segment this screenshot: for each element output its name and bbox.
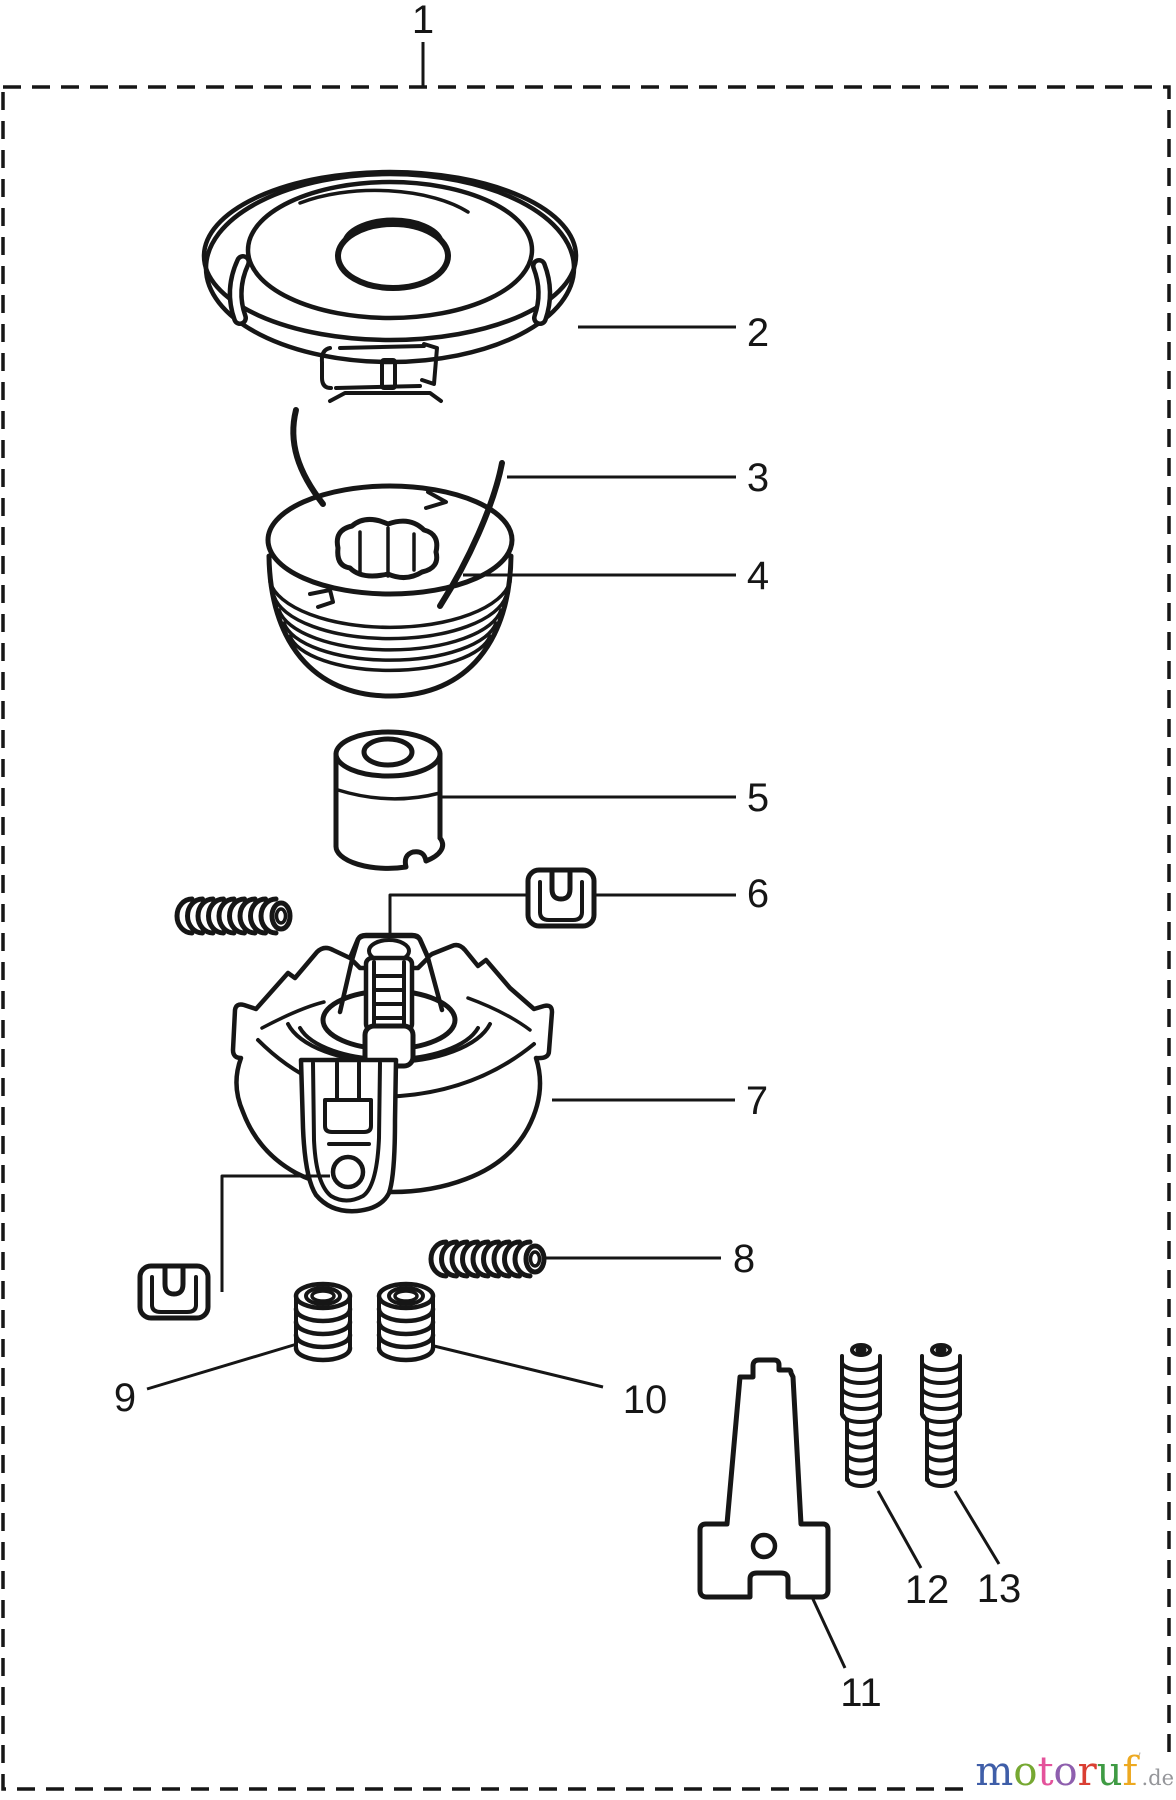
part-7-housing-drawing bbox=[233, 935, 552, 1211]
callout-8-label: 8 bbox=[732, 1237, 756, 1281]
callout-10-label: 10 bbox=[622, 1378, 668, 1422]
watermark-letter: o bbox=[1053, 1749, 1078, 1795]
callout-11-label: 11 bbox=[840, 1671, 882, 1715]
watermark-letter: r bbox=[1077, 1749, 1097, 1795]
watermark-letter: f bbox=[1122, 1749, 1138, 1795]
part-6-clip-drawing bbox=[528, 870, 594, 926]
callout-11-leader bbox=[812, 1597, 845, 1668]
watermark-letter: t bbox=[1037, 1749, 1054, 1795]
part-9-insert-drawing bbox=[296, 1284, 350, 1360]
watermark-suffix: .de bbox=[1141, 1766, 1174, 1790]
callout-13-leader bbox=[955, 1491, 999, 1564]
callout-3-label: 3 bbox=[746, 456, 770, 500]
callout-2-label: 2 bbox=[746, 311, 770, 355]
clip-lower-drawing bbox=[140, 1266, 208, 1318]
callout-12-leader bbox=[878, 1491, 921, 1568]
callout-12-label: 12 bbox=[904, 1568, 950, 1612]
part-10-insert-drawing bbox=[379, 1284, 433, 1360]
motoruf-watermark bbox=[969, 1749, 1174, 1795]
spring-upper-drawing bbox=[177, 899, 290, 933]
watermark-letter: u bbox=[1096, 1749, 1123, 1795]
callout-9-label: 9 bbox=[113, 1376, 137, 1420]
callout-4-label: 4 bbox=[746, 554, 770, 598]
part-4-spool-drawing bbox=[268, 486, 512, 696]
callout-1-label: 1 bbox=[411, 0, 435, 42]
part-12-stud-drawing bbox=[842, 1345, 880, 1486]
watermark-mark: ’ bbox=[1137, 1751, 1142, 1766]
callout-6-label: 6 bbox=[746, 872, 770, 916]
callout-5-label: 5 bbox=[746, 776, 770, 820]
callout-9-leader bbox=[147, 1344, 297, 1389]
callout-13-label: 13 bbox=[976, 1567, 1022, 1611]
part-5-bushing-drawing bbox=[336, 732, 443, 868]
watermark-letter: o bbox=[1013, 1749, 1038, 1795]
part-11-tool-drawing bbox=[700, 1360, 828, 1597]
part-2-cover-drawing bbox=[204, 172, 576, 401]
watermark-letter: m bbox=[975, 1749, 1014, 1795]
callout-10-leader bbox=[434, 1346, 603, 1387]
part-13-stud-drawing bbox=[922, 1345, 960, 1486]
part-8-spring-drawing bbox=[431, 1242, 544, 1276]
callout-7-label: 7 bbox=[745, 1079, 769, 1123]
assembly-boundary-dashed-box bbox=[3, 87, 1169, 1789]
